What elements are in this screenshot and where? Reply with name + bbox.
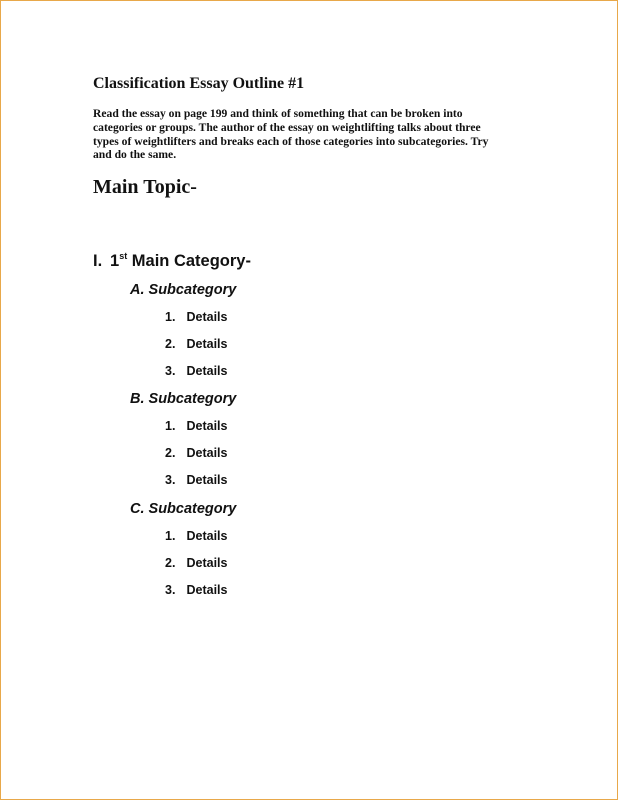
category-number — [110, 252, 127, 271]
detail-label: Details — [186, 556, 228, 570]
detail-number: 1. — [165, 310, 176, 324]
detail-label: Details — [186, 583, 228, 597]
intro-paragraph — [93, 107, 523, 162]
detail-number: 3. — [165, 583, 176, 597]
category-roman-numeral: I. — [93, 252, 103, 270]
detail-item — [165, 583, 227, 597]
subcategory-a-heading: A. Subcategory — [130, 282, 237, 298]
detail-item — [165, 419, 227, 433]
detail-item — [165, 446, 227, 460]
category-number-value: 1 — [110, 252, 120, 270]
detail-label: Details — [186, 337, 228, 351]
intro-line: types of weightlifters and breaks each of those categories into subcategories. Try — [93, 134, 489, 148]
detail-item — [165, 364, 227, 378]
category-label: Main Category- — [127, 252, 251, 270]
detail-item — [165, 473, 227, 487]
intro-line: and do the same. — [93, 148, 177, 162]
detail-number: 3. — [165, 473, 176, 487]
main-category-heading — [93, 252, 251, 271]
detail-label: Details — [186, 473, 228, 487]
detail-number: 1. — [165, 419, 176, 433]
detail-number: 2. — [165, 556, 176, 570]
detail-label: Details — [186, 529, 228, 543]
detail-label: Details — [186, 364, 228, 378]
detail-number: 2. — [165, 446, 176, 460]
main-topic-heading: Main Topic- — [93, 176, 197, 198]
detail-number: 1. — [165, 529, 176, 543]
detail-label: Details — [186, 419, 228, 433]
subcategory-c-heading: C. Subcategory — [130, 501, 237, 517]
detail-item — [165, 310, 227, 324]
detail-item — [165, 337, 227, 351]
detail-item — [165, 529, 227, 543]
intro-line: categories or groups. The author of the essay on weightlifting talks about three — [93, 120, 481, 134]
document-title: Classification Essay Outline #1 — [93, 75, 305, 92]
detail-item — [165, 556, 227, 570]
detail-label: Details — [186, 310, 228, 324]
subcategory-b-heading: B. Subcategory — [130, 391, 237, 407]
detail-label: Details — [186, 446, 228, 460]
intro-line: Read the essay on page 199 and think of something that can be broken into — [93, 107, 463, 120]
category-ordinal-suffix: st — [119, 251, 128, 261]
detail-number: 2. — [165, 337, 176, 351]
detail-number: 3. — [165, 364, 176, 378]
